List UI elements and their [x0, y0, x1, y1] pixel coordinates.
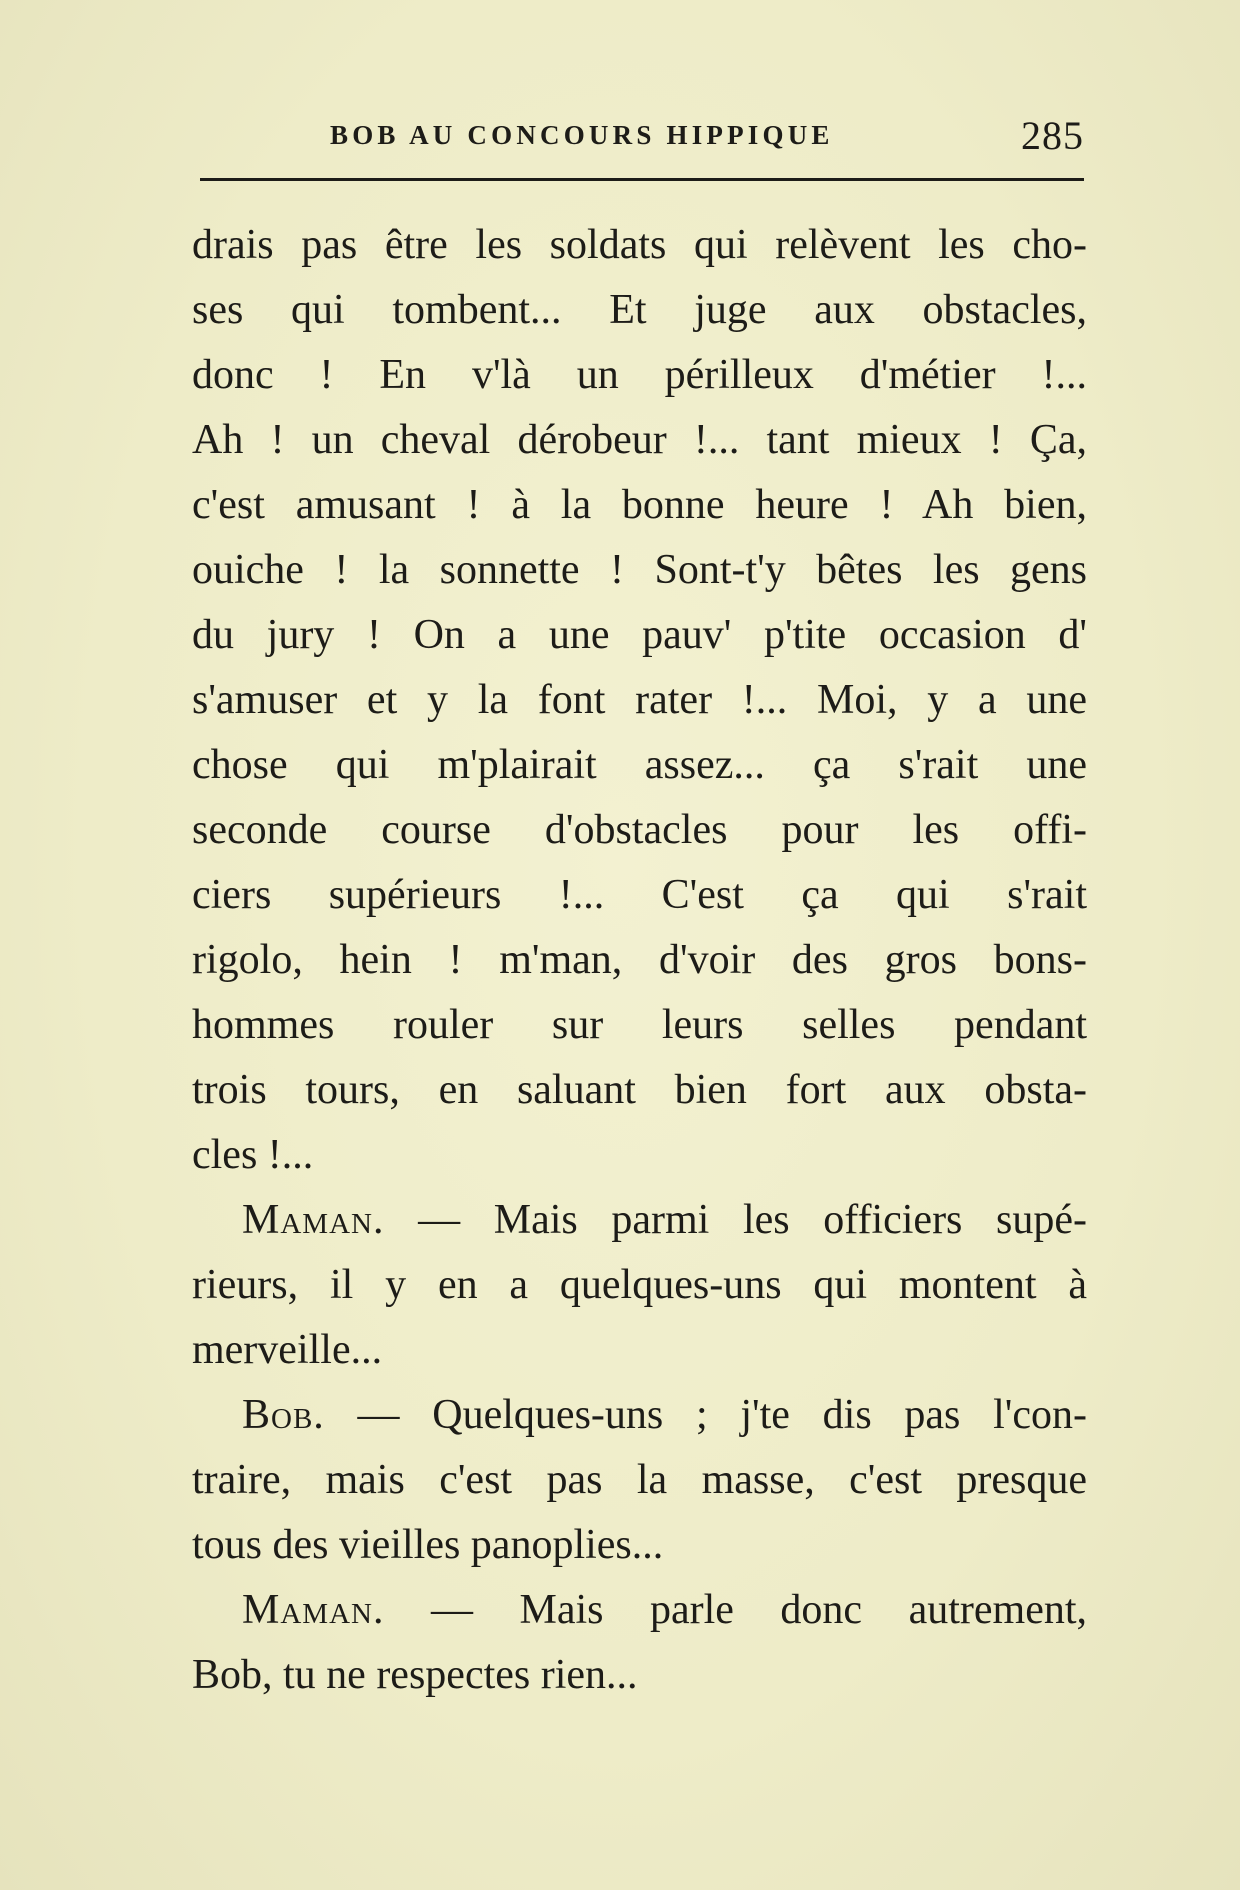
dialogue-line	[192, 1578, 1087, 1643]
dialogue-line	[192, 1383, 1087, 1448]
dialogue-text: — Mais parmi les officiers supé-	[384, 1197, 1087, 1243]
text-line: chose qui m'plairait assez... ça s'rait une	[192, 742, 1087, 788]
dialogue-text: — Mais parle donc autrement,	[384, 1587, 1087, 1633]
text-line: du jury ! On a une pauv' p'tite occasion d'	[192, 612, 1087, 658]
header-rule	[200, 178, 1084, 181]
text-line: ouiche ! la sonnette ! Sont-t'y bêtes les gens	[192, 547, 1087, 593]
running-title: BOB AU CONCOURS HIPPIQUE	[330, 120, 834, 150]
text-line: cles !...	[192, 1132, 314, 1178]
text-line: seconde course d'obstacles pour les offi-	[192, 807, 1087, 853]
speaker-name: Maman.	[242, 1587, 385, 1633]
text-line: donc ! En v'là un périlleux d'métier !...	[192, 352, 1087, 398]
text-line: Bob, tu ne respectes rien...	[192, 1652, 638, 1698]
text-line: drais pas être les soldats qui relèvent les cho-	[192, 222, 1087, 268]
text-line: rigolo, hein ! m'man, d'voir des gros bons-	[192, 937, 1087, 983]
text-line: tous des vieilles panoplies...	[192, 1522, 664, 1568]
page-number: 285	[1021, 113, 1084, 158]
text-line: traire, mais c'est pas la masse, c'est presque	[192, 1457, 1087, 1503]
text-line: trois tours, en saluant bien fort aux obsta-	[192, 1067, 1087, 1113]
text-line: ciers supérieurs !... C'est ça qui s'rait	[192, 872, 1087, 918]
dialogue-text: — Quelques-uns ; j'te dis pas l'con-	[324, 1392, 1087, 1438]
text-line: merveille...	[192, 1327, 383, 1373]
speaker-name: Bob.	[242, 1392, 325, 1438]
body-text	[192, 213, 1087, 1708]
text-line: Ah ! un cheval dérobeur !... tant mieux ! Ça,	[192, 417, 1087, 463]
text-line: ses qui tombent... Et juge aux obstacles,	[192, 287, 1087, 333]
dialogue-line	[192, 1188, 1087, 1253]
running-head	[200, 112, 1084, 162]
text-line: hommes rouler sur leurs selles pendant	[192, 1002, 1087, 1048]
speaker-name: Maman.	[242, 1197, 385, 1243]
text-line: s'amuser et y la font rater !... Moi, y a une	[192, 677, 1087, 723]
text-line: c'est amusant ! à la bonne heure ! Ah bien,	[192, 482, 1087, 528]
text-line: rieurs, il y en a quelques-uns qui montent à	[192, 1262, 1087, 1308]
